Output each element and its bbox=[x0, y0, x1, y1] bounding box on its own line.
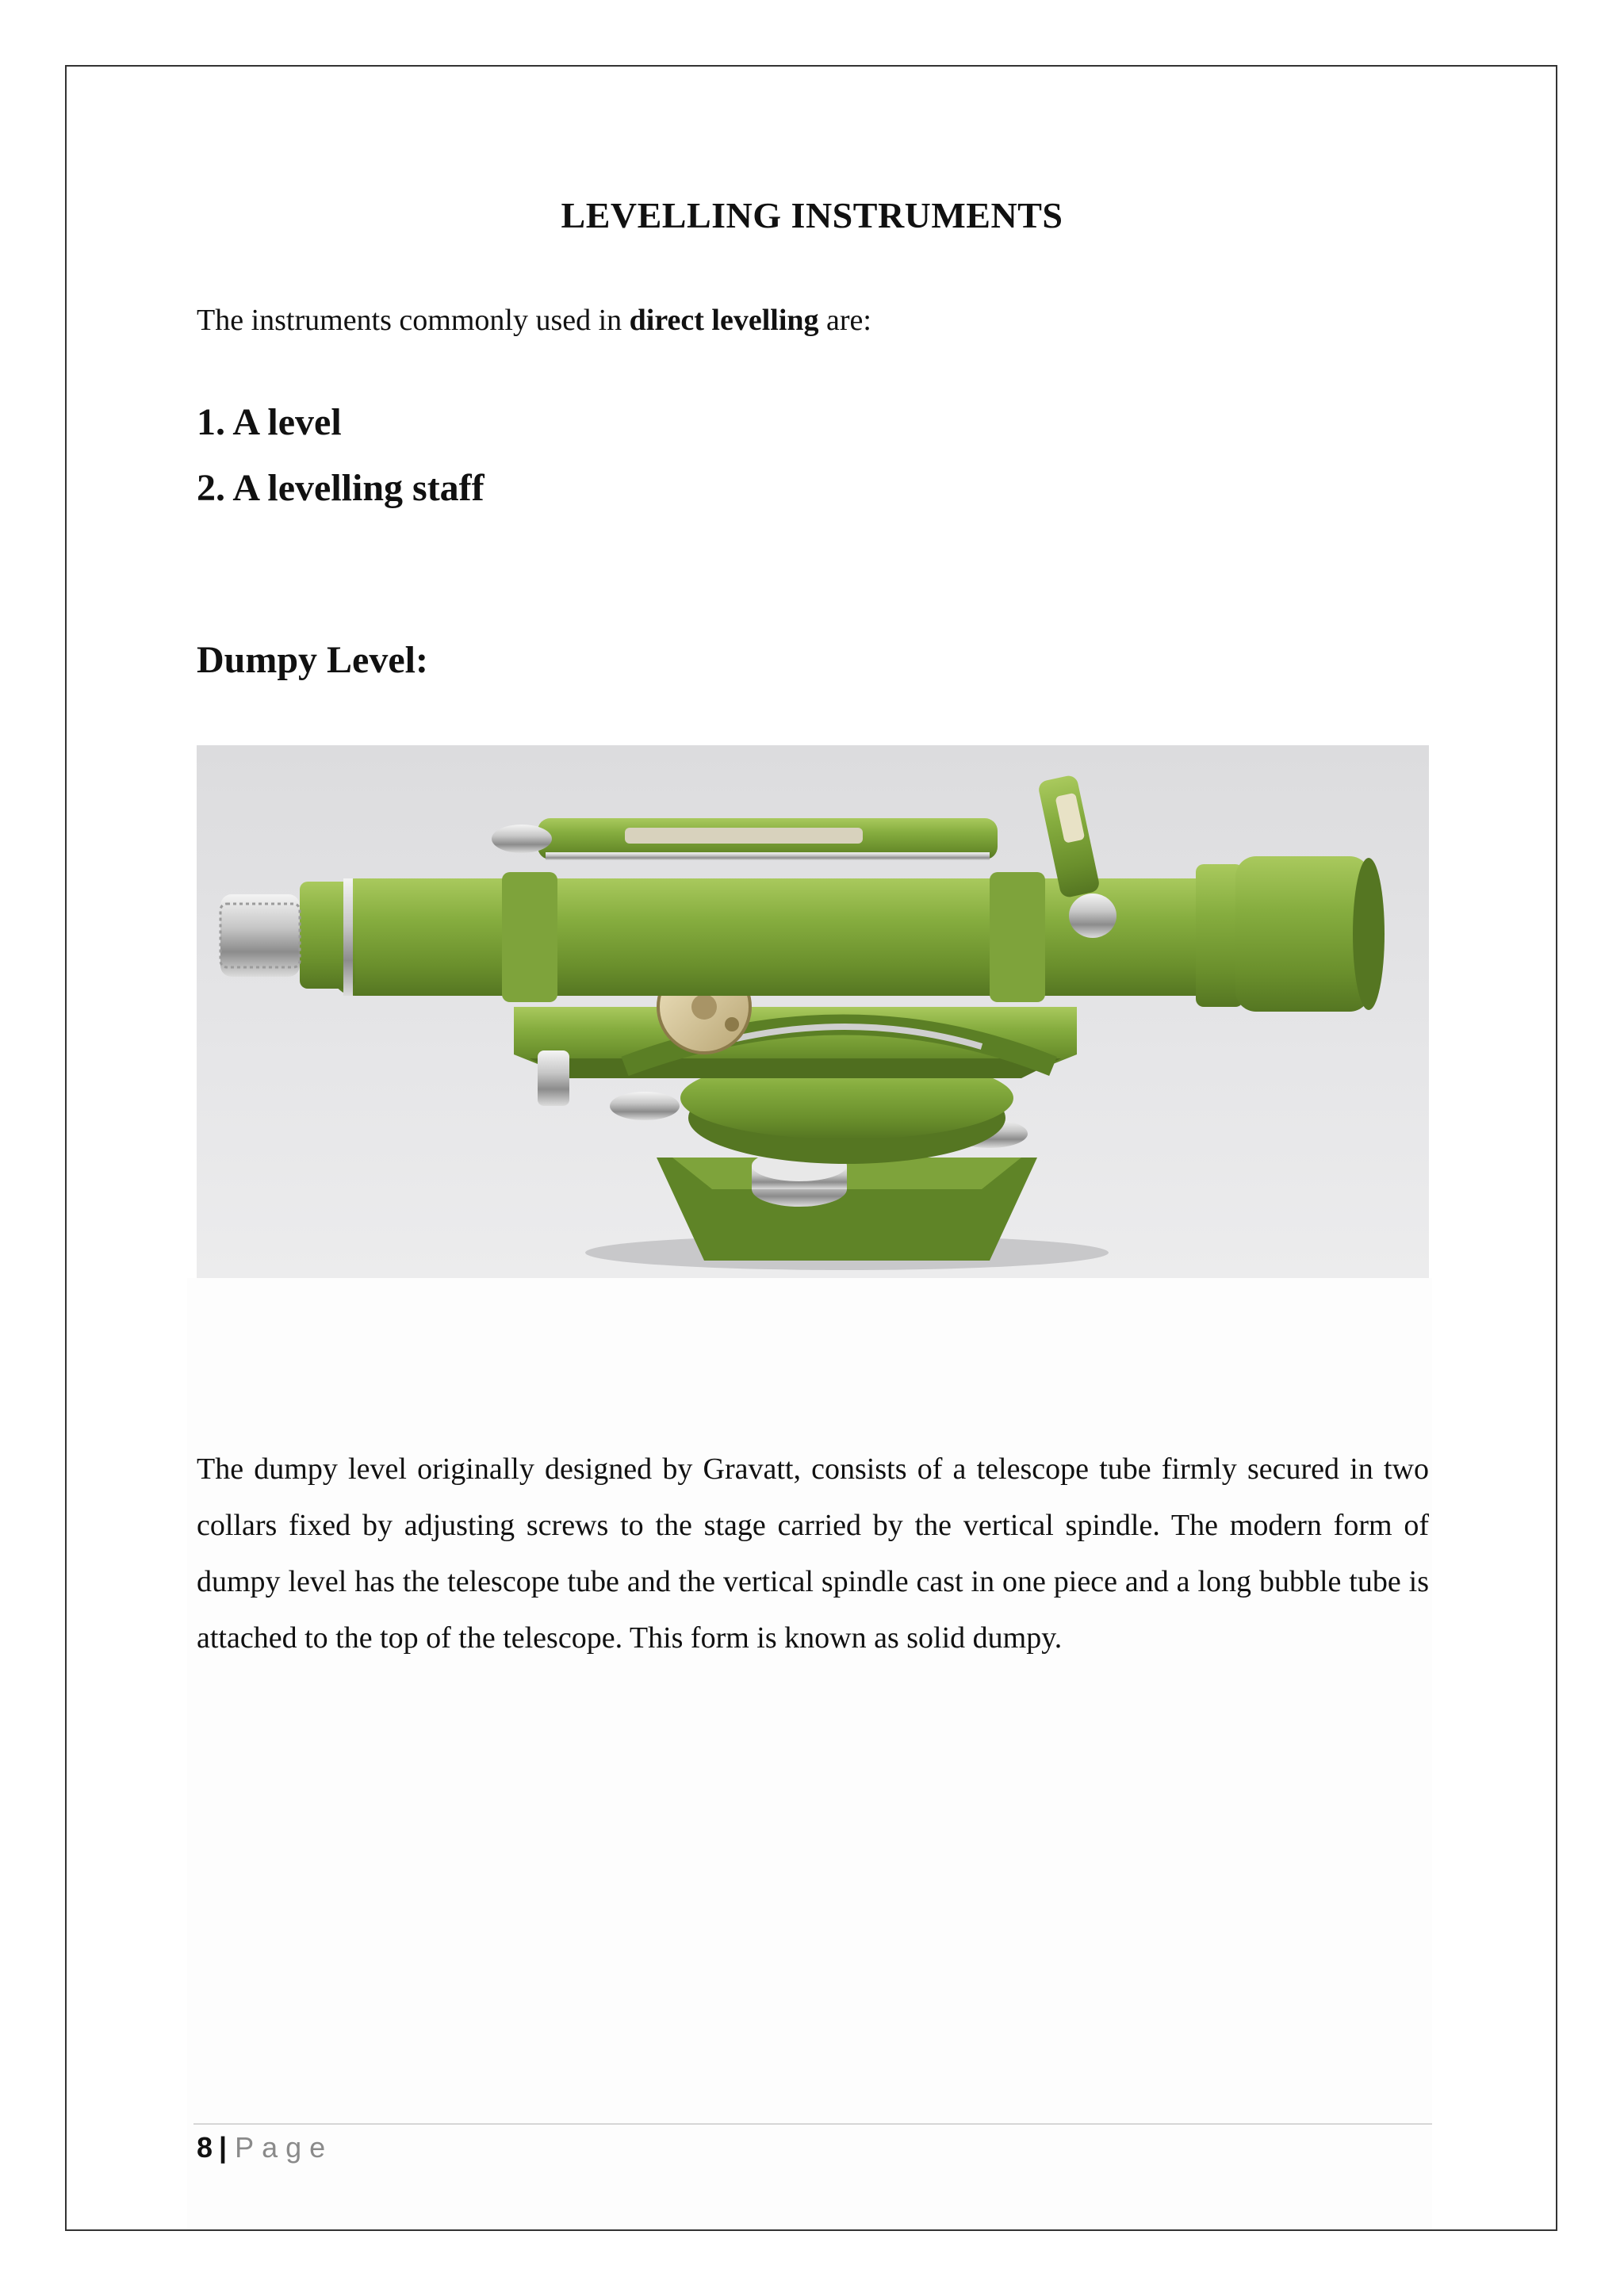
section-heading: Dumpy Level: bbox=[197, 639, 428, 681]
instrument-item-staff: 2. A levelling staff bbox=[197, 467, 485, 509]
page-label: Page bbox=[235, 2131, 334, 2164]
page-footer bbox=[197, 2131, 333, 2164]
intro-text bbox=[197, 303, 871, 338]
description-paragraph: The dumpy level originally designed by Gravatt, consists of a telescope tube firmly secured in two collars fixed by adjusting screws to the stage carried by the vertical spindle. The modern form of dumpy level has the telescope tube and the vertical spindle cast in one piece and a long bubble tube is attached to the top of the telescope. This form is known as solid dumpy. bbox=[197, 1452, 1429, 1655]
page-title: LEVELLING INSTRUMENTS bbox=[561, 195, 1063, 235]
dumpy-level-photo bbox=[197, 745, 1429, 1278]
intro-after: are: bbox=[818, 304, 871, 337]
instrument-item-level: 1. A level bbox=[197, 401, 342, 443]
page-number: 8 bbox=[197, 2131, 213, 2164]
footer-divider bbox=[193, 2123, 1432, 2125]
footer-separator: | bbox=[219, 2131, 228, 2164]
intro-before: The instruments commonly used in bbox=[197, 304, 630, 337]
lower-panel bbox=[187, 1278, 1432, 2229]
intro-bold: direct levelling bbox=[629, 304, 819, 337]
dumpy-level-illustration bbox=[197, 745, 1429, 1278]
